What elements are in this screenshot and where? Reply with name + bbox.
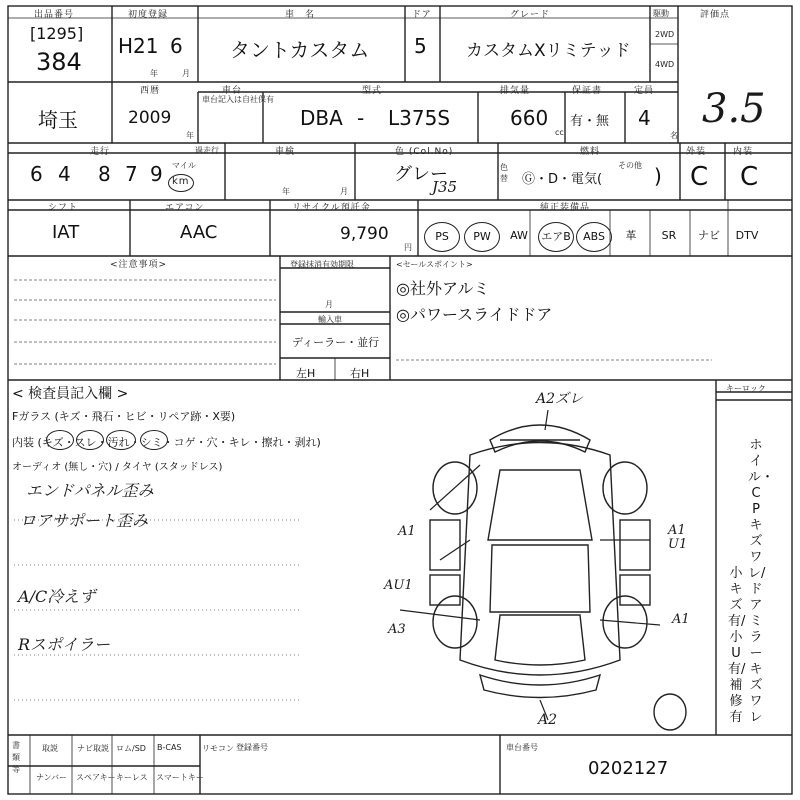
- equipment-item: エアB: [538, 222, 574, 252]
- inspect-glass: Fガラス (キズ・飛石・ヒビ・リペア跡・X要): [12, 410, 236, 423]
- footer-manual: 取説: [42, 744, 58, 753]
- car-name: タントカスタム: [230, 38, 370, 62]
- notes-label: <注意事項>: [110, 260, 168, 270]
- yen-label: 円: [404, 243, 412, 252]
- lot-label: 出品番号: [34, 10, 75, 20]
- recycle-label: リサイクル預託金: [292, 203, 371, 213]
- car-name-label: 車 名: [285, 10, 316, 20]
- mileage-digit-4: 7: [125, 162, 138, 186]
- sales-points-label: <セールスポイント>: [396, 260, 473, 269]
- color-code: J35: [432, 178, 458, 196]
- mileage-label: 走行: [90, 147, 111, 157]
- displacement-value: 660: [510, 106, 549, 130]
- sales-point-2: ◎パワースライドドア: [396, 305, 553, 324]
- mileage-digit-5: 9: [150, 162, 163, 186]
- reg-deadline-month: 月: [325, 300, 333, 309]
- drive-2wd: 2WD: [655, 30, 675, 39]
- import-left: 左H: [296, 367, 316, 380]
- equipment-label: 純正装備品: [540, 203, 591, 213]
- inspection-month: 月: [340, 187, 348, 196]
- left-rear-mark: A3: [388, 622, 406, 637]
- inspect-interior: 内装 (キズ・スレ・汚れ・シミ・コゲ・穴・キレ・擦れ・剥れ): [12, 436, 321, 449]
- fuel-other-label: その他: [618, 161, 642, 170]
- prefecture: 埼玉: [38, 108, 78, 132]
- aircon-label: エアコン: [165, 203, 205, 213]
- footer-nav-manual: ナビ取説: [77, 744, 109, 753]
- first-reg-year-sub: 年: [150, 69, 158, 78]
- chassis-note: 車台記入は自社保有: [202, 95, 274, 104]
- footer-smart-key: スマートキー: [156, 773, 204, 782]
- shift-label: シフト: [48, 203, 79, 213]
- grade-value: カスタムXリミテッド: [466, 41, 631, 61]
- cc-label: cc: [555, 128, 564, 137]
- first-reg-era: H21: [118, 34, 159, 58]
- score-label: 評価点: [700, 10, 731, 20]
- chassis-number: 0202127: [588, 758, 669, 779]
- note-lower-support: ロアサポート歪み: [20, 511, 149, 530]
- key-lock-label: キーロック: [726, 384, 766, 393]
- chassis-number-label: 車台番号: [506, 743, 538, 752]
- import-right: 右H: [350, 367, 370, 380]
- equipment-item: 革: [625, 229, 637, 242]
- mileage-digit-1: 6: [30, 162, 43, 186]
- warranty-value: 有・無: [570, 114, 610, 129]
- first-reg-label: 初度登録: [128, 10, 169, 20]
- exterior-label: 外装: [686, 147, 707, 157]
- lot-bracket: [1295]: [30, 24, 84, 43]
- equipment-item: AW: [510, 229, 528, 242]
- displacement-label: 排気量: [500, 86, 531, 96]
- capacity-value: 4: [638, 106, 651, 130]
- lot-number: 384: [36, 48, 82, 76]
- equipment-item: SR: [661, 229, 677, 242]
- right-column-text: ホイル・CPキズワレ/ドアミラーキズワレ: [748, 438, 775, 725]
- footer-spare-key: スペアキー: [76, 773, 116, 782]
- right-column-text-2: 小キズ有/小U有/補修有: [728, 566, 746, 725]
- left-door-mark: AU1: [384, 578, 413, 593]
- fuel-label: 燃料: [580, 147, 601, 157]
- odometer-label: 過走行: [195, 146, 219, 155]
- mileage-digit-2: 4: [58, 162, 71, 186]
- equipment-item: PW: [464, 222, 500, 252]
- note-ac: A/C冷えず: [18, 587, 96, 606]
- footer-rom: ロム/SD: [116, 744, 146, 753]
- drive-label: 駆動: [653, 9, 669, 18]
- reg-deadline-label: 登録抹消有効期限: [290, 260, 354, 269]
- footer-keyless: キーレス: [116, 773, 148, 782]
- equipment-item: ナビ: [698, 229, 720, 242]
- first-reg-month: 6: [170, 34, 183, 58]
- era-label: 西暦: [140, 86, 161, 96]
- equipment-item: PS: [424, 222, 460, 252]
- fuel-close: ): [654, 164, 662, 188]
- chassis-label: 車台: [222, 86, 243, 96]
- right-front-mark: A1 U1: [668, 523, 688, 552]
- interior-label: 内装: [733, 147, 754, 157]
- mileage-km: km: [172, 176, 190, 187]
- equipment-item: DTV: [735, 229, 759, 242]
- capacity-unit: 名: [670, 131, 678, 140]
- shift-value: IAT: [52, 222, 80, 243]
- color-side-label: 色替: [500, 163, 508, 183]
- left-front-mark: A1: [398, 524, 416, 539]
- model-label: 型式: [362, 86, 383, 96]
- inspector-label: < 検査員記入欄 >: [12, 386, 129, 402]
- door-count: 5: [414, 34, 427, 58]
- aircon-value: AAC: [180, 222, 218, 243]
- capacity-label: 定員: [634, 86, 655, 96]
- score-value: 3.5: [702, 86, 766, 132]
- diagram-top-mark: A2ズレ: [536, 391, 584, 407]
- right-rear-mark: A1: [672, 612, 690, 627]
- diagram-bottom-mark: A2: [538, 712, 558, 728]
- note-end-panel: エンドパネル歪み: [26, 481, 154, 500]
- footer-plate: ナンバー: [36, 773, 68, 782]
- year-label: 年: [186, 131, 194, 140]
- model-dash: -: [357, 106, 365, 130]
- sales-point-1: ◎社外アルミ: [396, 279, 490, 298]
- door-label: ドア: [412, 10, 432, 20]
- footer-bcas: B-CAS: [157, 743, 182, 752]
- warranty-label: 保証書: [572, 86, 603, 96]
- reg-number-label: 登録番号: [236, 743, 268, 752]
- mileage-digit-3: 8: [98, 162, 111, 186]
- inspect-audio: オーディオ (無し・穴) / タイヤ (スタッドレス): [12, 462, 223, 473]
- exterior-grade: C: [690, 162, 709, 192]
- footer-remote: リモコン: [202, 744, 234, 753]
- mileage-mile: マイル: [172, 161, 196, 170]
- interior-grade: C: [740, 162, 759, 192]
- fuel-value: Ⓖ・D・電気(: [522, 172, 603, 187]
- equipment-item: ABS: [576, 222, 612, 252]
- grade-label: グレード: [510, 10, 551, 20]
- drive-4wd: 4WD: [655, 60, 675, 69]
- import-label: 輸入車: [318, 315, 342, 324]
- recycle-fee: 9,790: [340, 224, 389, 244]
- color-value: グレー: [394, 164, 448, 185]
- footer-side-label: 書類等: [12, 741, 20, 774]
- first-reg-month-sub: 月: [182, 69, 190, 78]
- inspection-year: 年: [282, 187, 290, 196]
- inspection-label: 車検: [275, 147, 296, 157]
- import-dealer: ディーラー・並行: [292, 336, 380, 349]
- year-value: 2009: [128, 108, 172, 128]
- note-rear-spoiler: Rスポイラー: [18, 635, 111, 654]
- model-code: L375S: [388, 106, 451, 130]
- color-label: 色 (Col.No): [395, 147, 454, 157]
- model-prefix: DBA: [300, 106, 343, 130]
